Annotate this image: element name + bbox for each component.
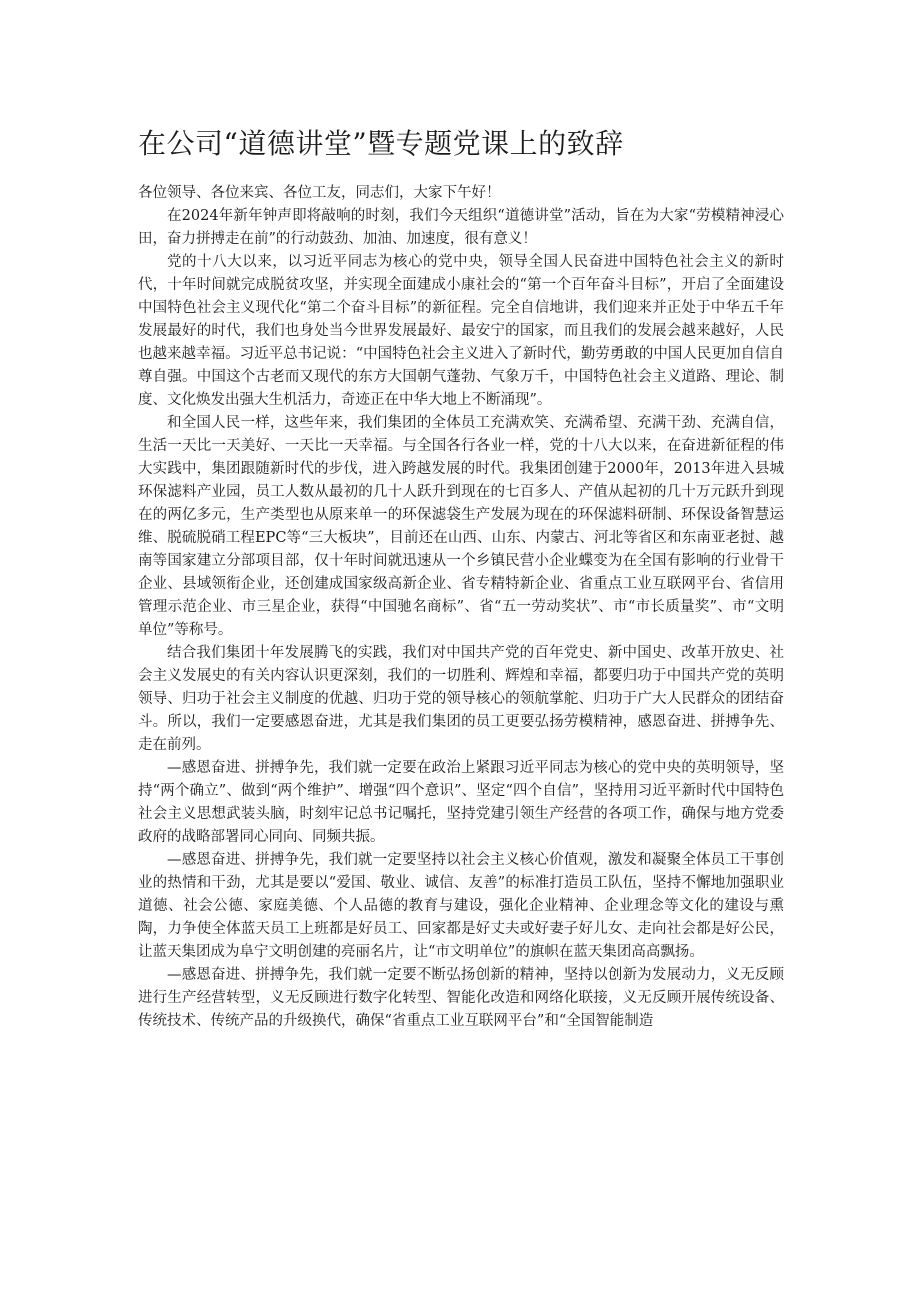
paragraph-6: —感恩奋进、拼搏争先，我们就一定要坚持以社会主义核心价值观，激发和凝聚全体员工干事创业的热情和干劲，尤其是要以“爱国、敬业、诚信、友善”的标准打造员工队伍，坚持不懈地加强职业道德、社会公德、家庭美德、个人品德的教育与建设，强化企业精神、企业理念等文化的建设与熏陶，力争使全体蓝天员工上班都是好员工、回家都是好丈夫或好妻子好儿女、走向社会都是好公民，让蓝天集团成为阜宁文明创建的亮丽名片，让“市文明单位”的旗帜在蓝天集团高高飘扬。	[138, 852, 784, 960]
document-page	[138, 118, 784, 1033]
paragraph-2: 党的十八大以来，以习近平同志为核心的党中央，领导全国人民奋进中国特色社会主义的新时代，十年时间就完成脱贫攻坚，并实现全面建成小康社会的“第一个百年奋斗目标”，开启了全面建设中国特色社会主义现代化“第二个奋斗目标”的新征程。完全自信地讲，我们迎来并正处于中华五千年发展最好的时代，我们也身处当今世界发展最好、最安宁的国家，而且我们的发展会越来越好，人民也越来越幸福。习近平总书记说：“中国特色社会主义进入了新时代，勤劳勇敢的中国人民更加自信自尊自强。中国这个古老而又现代的东方大国朝气蓬勃、气象万千，中国特色社会主义道路、理论、制度、文化焕发出强大生机活力，奇迹正在中华大地上不断涌现”。	[138, 254, 784, 408]
paragraph-4: 结合我们集团十年发展腾飞的实践，我们对中国共产党的百年党史、新中国史、改革开放史、社会主义发展史的有关内容认识更深刻，我们的一切胜利、辉煌和幸福，都要归功于中国共产党的英明领导、归功于社会主义制度的优越、归功于党的领导核心的领航掌舵、归功于广大人民群众的团结奋斗。所以，我们一定要感恩奋进，尤其是我们集团的员工更要弘扬劳模精神，感恩奋进、拼搏争先、走在前列。	[138, 645, 784, 753]
paragraph-5: —感恩奋进、拼搏争先，我们就一定要在政治上紧跟习近平同志为核心的党中央的英明领导，坚持“两个确立”、做到“两个维护”、增强“四个意识”、坚定“四个自信”，坚持用习近平新时代中国特色社会主义思想武装头脑，时刻牢记总书记嘱托，坚持党建引领生产经营的各项工作，确保与地方党委政府的战略部署同心同向、同频共振。	[138, 760, 784, 845]
paragraph-3: 和全国人民一样，这些年来，我们集团的全体员工充满欢笑、充满希望、充满干劲、充满自信，生活一天比一天美好、一天比一天幸福。与全国各行各业一样，党的十八大以来，在奋进新征程的伟大实践中，集团跟随新时代的步伐，进入跨越发展的时代。我集团创建于2000年，2013年进入县城环保滤料产业园，员工人数从最初的几十人跃升到现在的七百多人、产值从起初的几十万元跃升到现在的两亿多元，生产类型也从原来单一的环保滤袋生产发展为现在的环保滤料研制、环保设备智慧运维、脱硫脱硝工程EPC等“三大板块”，目前还在山西、山东、内蒙古、河北等省区和东南亚老挝、越南等国家建立分部项目部，仅十年时间就迅速从一个乡镇民营小企业蝶变为在全国有影响的行业骨干企业、县域领衔企业，还创建成国家级高新企业、省专精特新企业、省重点工业互联网平台、省信用管理示范企业、市三星企业，获得“中国驰名商标”、省“五一劳动奖状”、市“市长质量奖”、市“文明单位”等称号。	[138, 415, 784, 638]
salutation: 各位领导、各位来宾、各位工友，同志们，大家下午好！	[138, 185, 501, 201]
paragraph-7: —感恩奋进、拼搏争先，我们就一定要不断弘扬创新的精神，坚持以创新为发展动力，义无反顾进行生产经营转型，义无反顾进行数字化转型、智能化改造和网络化联接，义无反顾开展传统设备、传统技术、传统产品的升级换代，确保“省重点工业互联网平台”和“全国智能制造	[138, 967, 784, 1029]
page-title: 在公司“道德讲堂”暨专题党课上的致辞	[138, 127, 624, 160]
paragraph-1: 在2024年新年钟声即将敲响的时刻，我们今天组织“道德讲堂”活动，旨在为大家“劳模精神浸心田，奋力拼搏走在前”的行动鼓劲、加油、加速度，很有意义！	[138, 208, 784, 247]
